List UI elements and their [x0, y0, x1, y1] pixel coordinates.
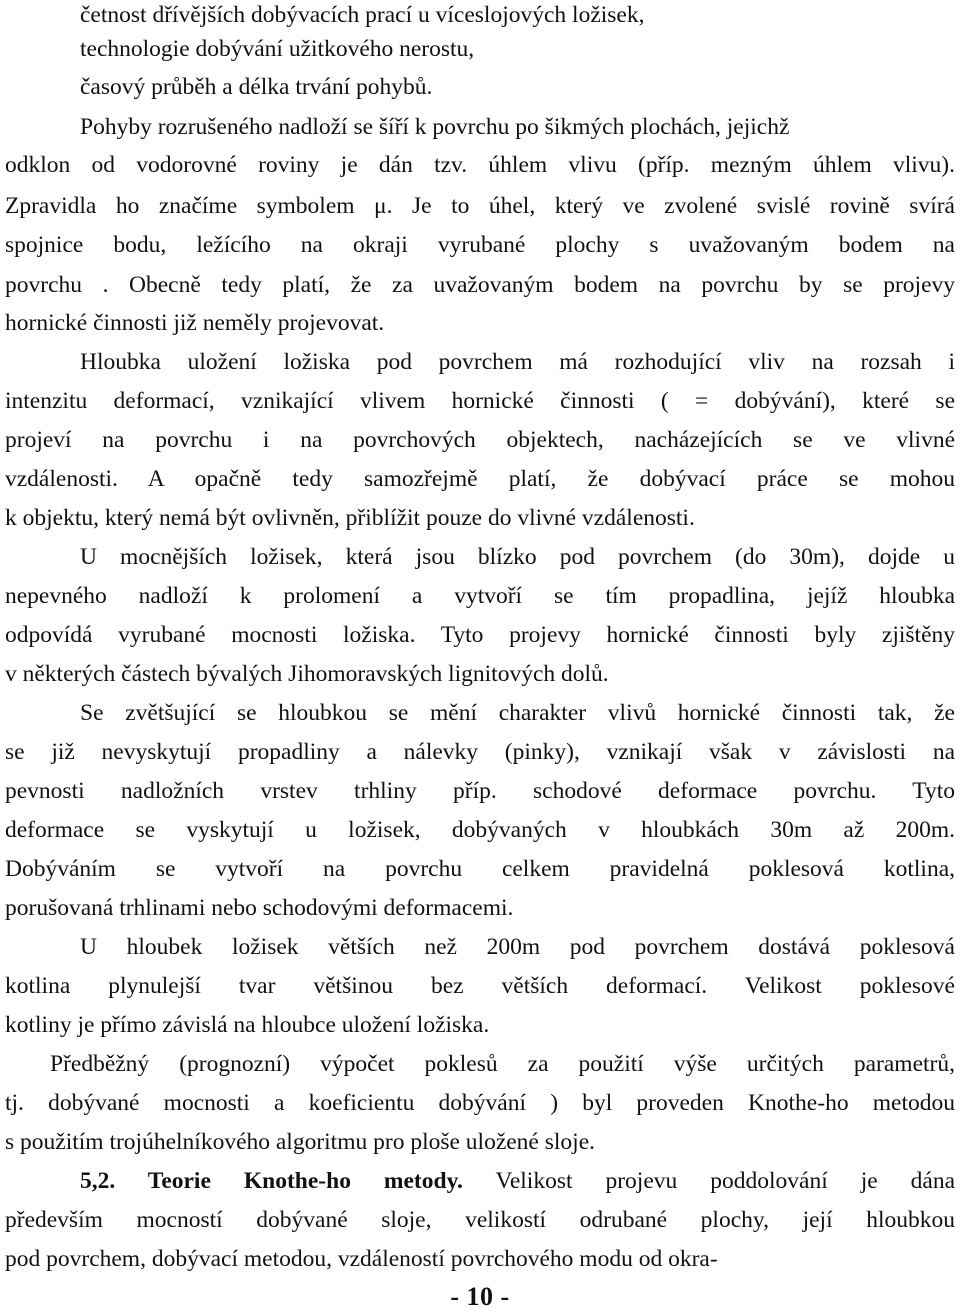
paragraph-line: spojnice bodu, ležícího na okraji vyrubané plochy s uvažovaným bodem na: [5, 232, 955, 258]
paragraph-line: odklon od vodorovné roviny je dán tzv. úhlem vlivu (příp. mezným úhlem vlivu).: [5, 152, 955, 178]
list-item: časový průběh a délka trvání pohybů.: [80, 74, 433, 100]
paragraph-line: Předběžný (prognozní) výpočet poklesů za použití výše určitých parametrů,: [50, 1051, 955, 1077]
paragraph-line: Pohyby rozrušeného nadloží se šíří k povrchu po šikmých plochách, jejichž: [80, 114, 790, 140]
paragraph-line: U mocnějších ložisek, která jsou blízko pod povrchem (do 30m), dojde u: [80, 544, 955, 570]
paragraph-line: tj. dobývané mocnosti a koeficientu dobývání ) byl proveden Knothe-ho metodou: [5, 1090, 955, 1116]
paragraph-line: vzdálenosti. A opačně tedy samozřejmě platí, že dobývací práce se mohou: [5, 466, 955, 492]
paragraph-line: především mocností dobývané sloje, velikostí odrubané plochy, její hloubkou: [5, 1207, 955, 1233]
paragraph-line: s použitím trojúhelníkového algoritmu pro ploše uložené sloje.: [5, 1129, 596, 1155]
page-number: - 10 -: [450, 1282, 510, 1311]
paragraph-line: Zpravidla ho značíme symbolem μ. Je to úhel, který ve zvolené svislé rovině svírá: [5, 193, 955, 219]
paragraph-line: kotlina plynulejší tvar většinou bez větších deformací. Velikost poklesové: [5, 973, 955, 999]
paragraph-line: v některých částech bývalých Jihomoravských lignitových dolů.: [5, 661, 609, 687]
paragraph-line: hornické činnosti již neměly projevovat.: [5, 310, 385, 336]
paragraph-line: nepevného nadloží k prolomení a vytvoří se tím propadlina, jejíž hloubka: [5, 583, 955, 609]
paragraph-line: k objektu, který nemá být ovlivněn, přiblížit pouze do vlivné vzdálenosti.: [5, 505, 695, 531]
heading-continuation: Velikost projevu poddolování je dána: [462, 1168, 955, 1194]
paragraph-line: deformace se vyskytují u ložisek, dobývaných v hloubkách 30m až 200m.: [5, 817, 955, 843]
paragraph-line: povrchu . Obecně tedy platí, že za uvažovaným bodem na povrchu by se projevy: [5, 272, 955, 298]
paragraph-line: pevnosti nadložních vrstev trhliny příp. schodové deformace povrchu. Tyto: [5, 778, 955, 804]
paragraph-line: Hloubka uložení ložiska pod povrchem má rozhodující vliv na rozsah i: [80, 349, 955, 375]
paragraph-line: U hloubek ložisek větších než 200m pod povrchem dostává poklesová: [80, 934, 955, 960]
paragraph-line: pod povrchem, dobývací metodou, vzdáleností povrchového modu od okra-: [5, 1246, 718, 1272]
section-heading: 5,2. Teorie Knothe-ho metody.: [80, 1168, 463, 1194]
paragraph-line: kotliny je přímo závislá na hloubce uložení ložiska.: [5, 1012, 490, 1038]
paragraph-line: odpovídá vyrubané mocnosti ložiska. Tyto projevy hornické činnosti byly zjištěny: [5, 622, 955, 648]
paragraph-line: se již nevyskytují propadliny a nálevky (pinky), vznikají však v závislosti na: [5, 739, 955, 765]
list-item: četnost dřívějších dobývacích prací u víceslojových ložisek,: [80, 2, 645, 28]
section-heading-line: [80, 1166, 955, 1196]
paragraph-line: Dobýváním se vytvoří na povrchu celkem pravidelná poklesová kotlina,: [5, 856, 955, 882]
paragraph-line: projeví na povrchu i na povrchových objektech, nacházejících se ve vlivné: [5, 427, 955, 453]
list-item: technologie dobývání užitkového nerostu,: [80, 36, 475, 62]
paragraph-line: intenzitu deformací, vznikající vlivem hornické činnosti ( = dobývání), které se: [5, 388, 955, 414]
paragraph-line: porušovaná trhlinami nebo schodovými deformacemi.: [5, 895, 514, 921]
paragraph-line: Se zvětšující se hloubkou se mění charakter vlivů hornické činnosti tak, že: [80, 700, 955, 726]
